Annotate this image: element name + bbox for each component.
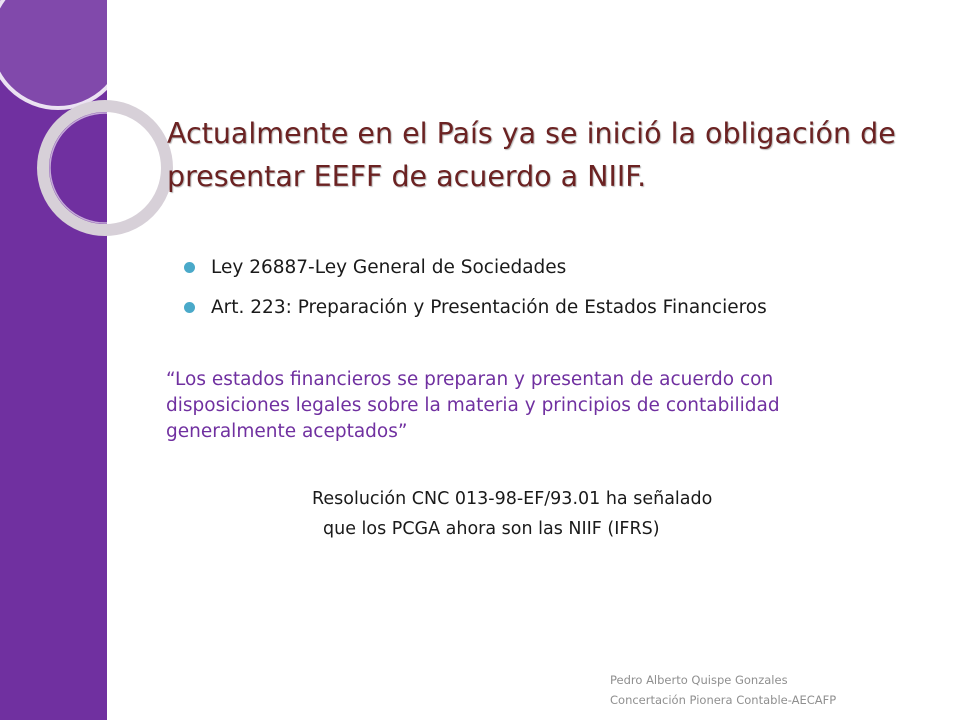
inner-ring-highlight xyxy=(50,113,160,223)
resolution-line-1: Resolución CNC 013-98-EF/93.01 ha señalado xyxy=(312,489,713,509)
ring-decor-circle xyxy=(43,106,167,230)
quote-text: “Los estados financieros se preparan y presentan de acuerdo con disposiciones legales sobre la materia y principios de contabilidad generalmente aceptados” xyxy=(166,369,780,442)
resolution-line-2: que los PCGA ahora son las NIIF (IFRS) xyxy=(323,519,660,539)
bullet-item-art xyxy=(184,288,767,328)
bullet-list xyxy=(184,248,767,328)
large-decor-circle xyxy=(0,0,126,108)
footer-organization: Concertación Pionera Contable-AECAFP xyxy=(610,693,837,707)
bullet-text: Art. 223: Preparación y Presentación de Estados Financieros xyxy=(211,297,767,318)
bullet-item-ley xyxy=(184,248,767,288)
slide-footer xyxy=(610,670,836,710)
slide-title: Actualmente en el País ya se inició la obligación de presentar EEFF de acuerdo a NIIF. xyxy=(167,117,896,193)
footer-author: Pedro Alberto Quispe Gonzales xyxy=(610,673,788,687)
resolution-text xyxy=(312,484,712,544)
bullet-text: Ley 26887-Ley General de Sociedades xyxy=(211,257,567,278)
bullet-dot-icon xyxy=(184,262,195,273)
bullet-dot-icon xyxy=(184,302,195,313)
